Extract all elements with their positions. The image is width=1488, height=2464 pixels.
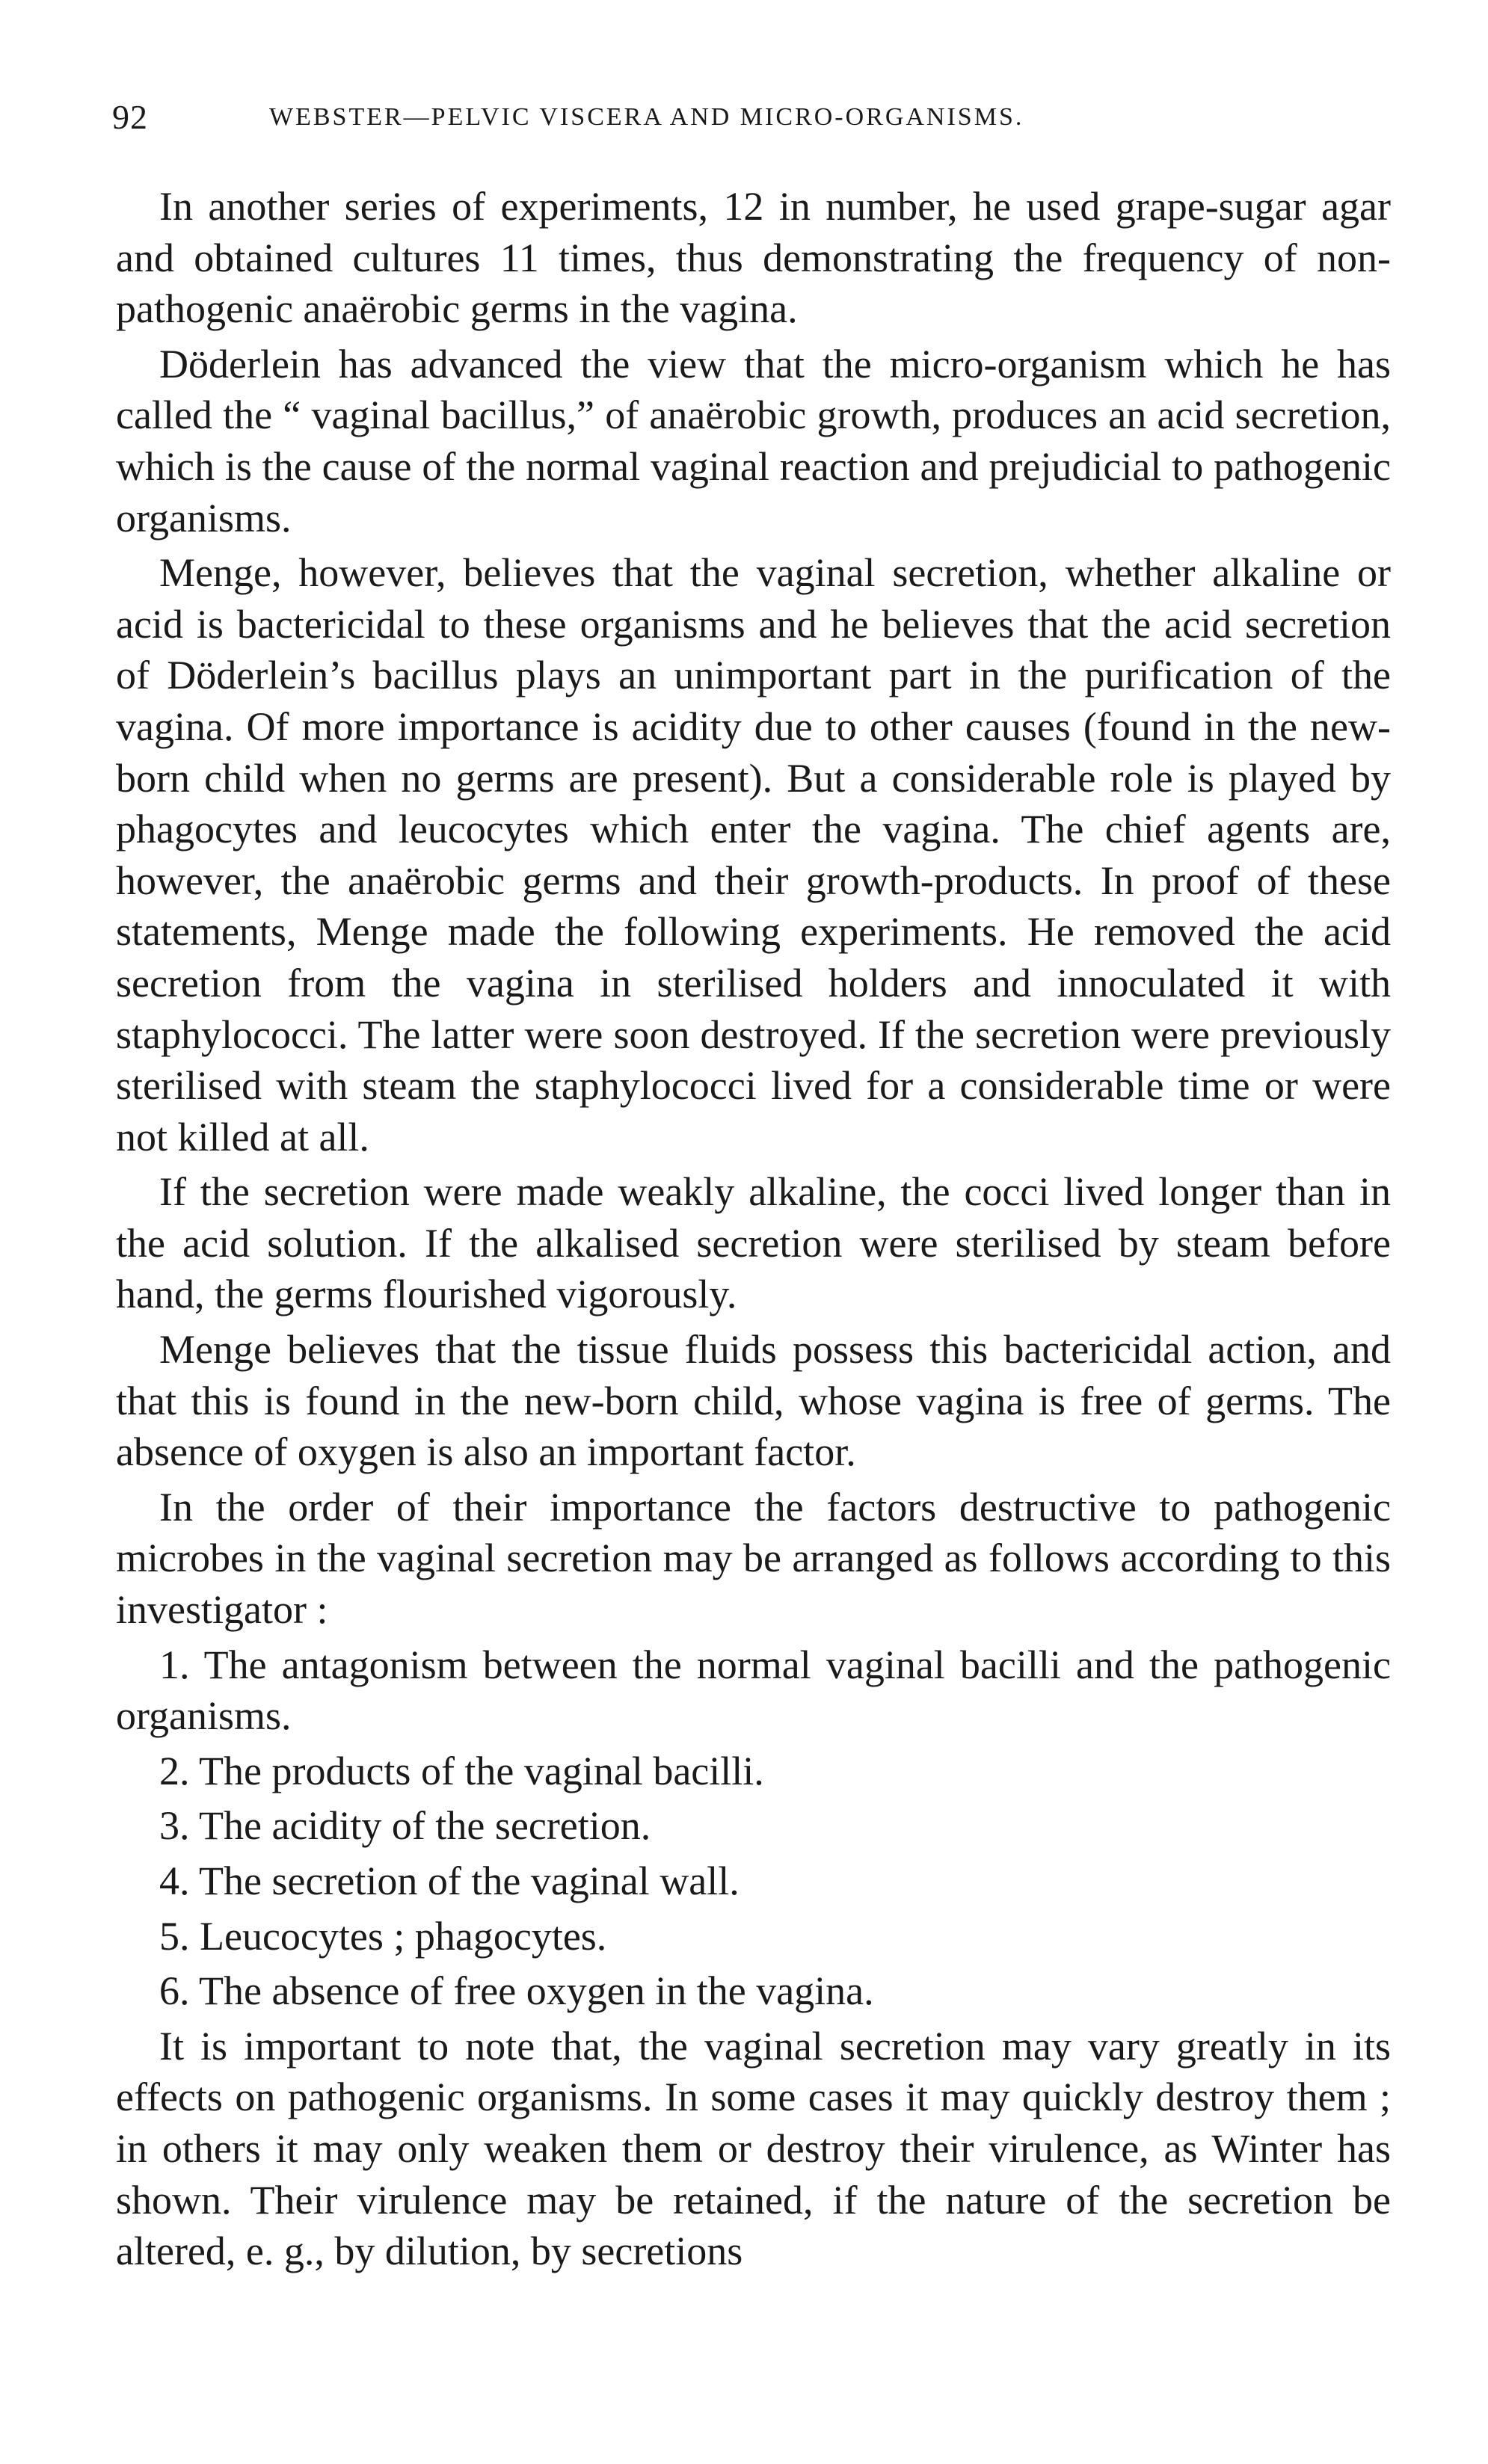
paragraph: If the secretion were made weakly alkaline, the cocci lived longer than in the acid solution. If the alkalised secretion were sterilised by steam before hand, the germs flourished vigorously. bbox=[116, 1169, 1391, 1317]
page-number: 92 bbox=[112, 98, 148, 136]
list-item: 5. Leucocytes ; phagocytes. bbox=[159, 1913, 607, 1959]
paragraph: Döderlein has advanced the view that the micro-organism which he has called the “ vaginal bacillus,” of anaërobic growth, produces an acid secretion, which is the cause of the normal vaginal reaction and prejudicial to pathogenic organisms. bbox=[116, 341, 1391, 540]
paragraph: In the order of their importance the factors destructive to pathogenic microbes in the vaginal secretion may be arranged as follows according to this investigator : bbox=[116, 1484, 1391, 1633]
body-text bbox=[116, 181, 1391, 2277]
list-item: 6. The absence of free oxygen in the vagina. bbox=[159, 1968, 874, 2014]
running-title: WEBSTER—PELVIC VISCERA AND MICRO-ORGANISMS. bbox=[269, 103, 1024, 131]
list-item: 2. The products of the vaginal bacilli. bbox=[159, 1748, 764, 1793]
paragraph: Menge, however, believes that the vaginal secretion, whether alkaline or acid is bactericidal to these organisms and he believes that the acid secretion of Döderlein’s bacillus plays an unimportant part in the purification of the vagina. Of more importance is acidity due to other causes (found in the new-born child when no germs are present). But a considerable role is played by phagocytes and leucocytes which enter the vagina. The chief agents are, however, the anaërobic germs and their growth-products. In proof of these statements, Menge made the following experiments. He removed the acid secretion from the vagina in sterilised holders and innoculated it with staphylococci. The latter were soon destroyed. If the secretion were previously sterilised with steam the staphylococci lived for a considerable time or were not killed at all. bbox=[116, 550, 1391, 1159]
paragraph: In another series of experiments, 12 in number, he used grape-sugar agar and obtained cultures 11 times, thus demonstrating the frequency of non-pathogenic anaërobic germs in the vagina. bbox=[116, 184, 1391, 332]
paragraph: Menge believes that the tissue fluids possess this bactericidal action, and that this is found in the new-born child, whose vagina is free of germs. The absence of oxygen is also an important factor. bbox=[116, 1327, 1391, 1475]
closing-paragraph: It is important to note that, the vaginal secretion may vary greatly in its effects on pathogenic organisms. In some cases it may quickly destroy them ; in others it may only weaken them or destroy their virulence, as Winter has shown. Their virulence may be retained, if the nature of the secretion be altered, e. g., by dilution, by secretions bbox=[116, 2023, 1391, 2274]
page-header bbox=[112, 97, 1368, 142]
list-item: 3. The acidity of the secretion. bbox=[159, 1803, 651, 1849]
list-item: 1. The antagonism between the normal vaginal bacilli and the pathogenic organisms. bbox=[116, 1642, 1391, 1739]
list-item: 4. The secretion of the vaginal wall. bbox=[159, 1858, 740, 1903]
